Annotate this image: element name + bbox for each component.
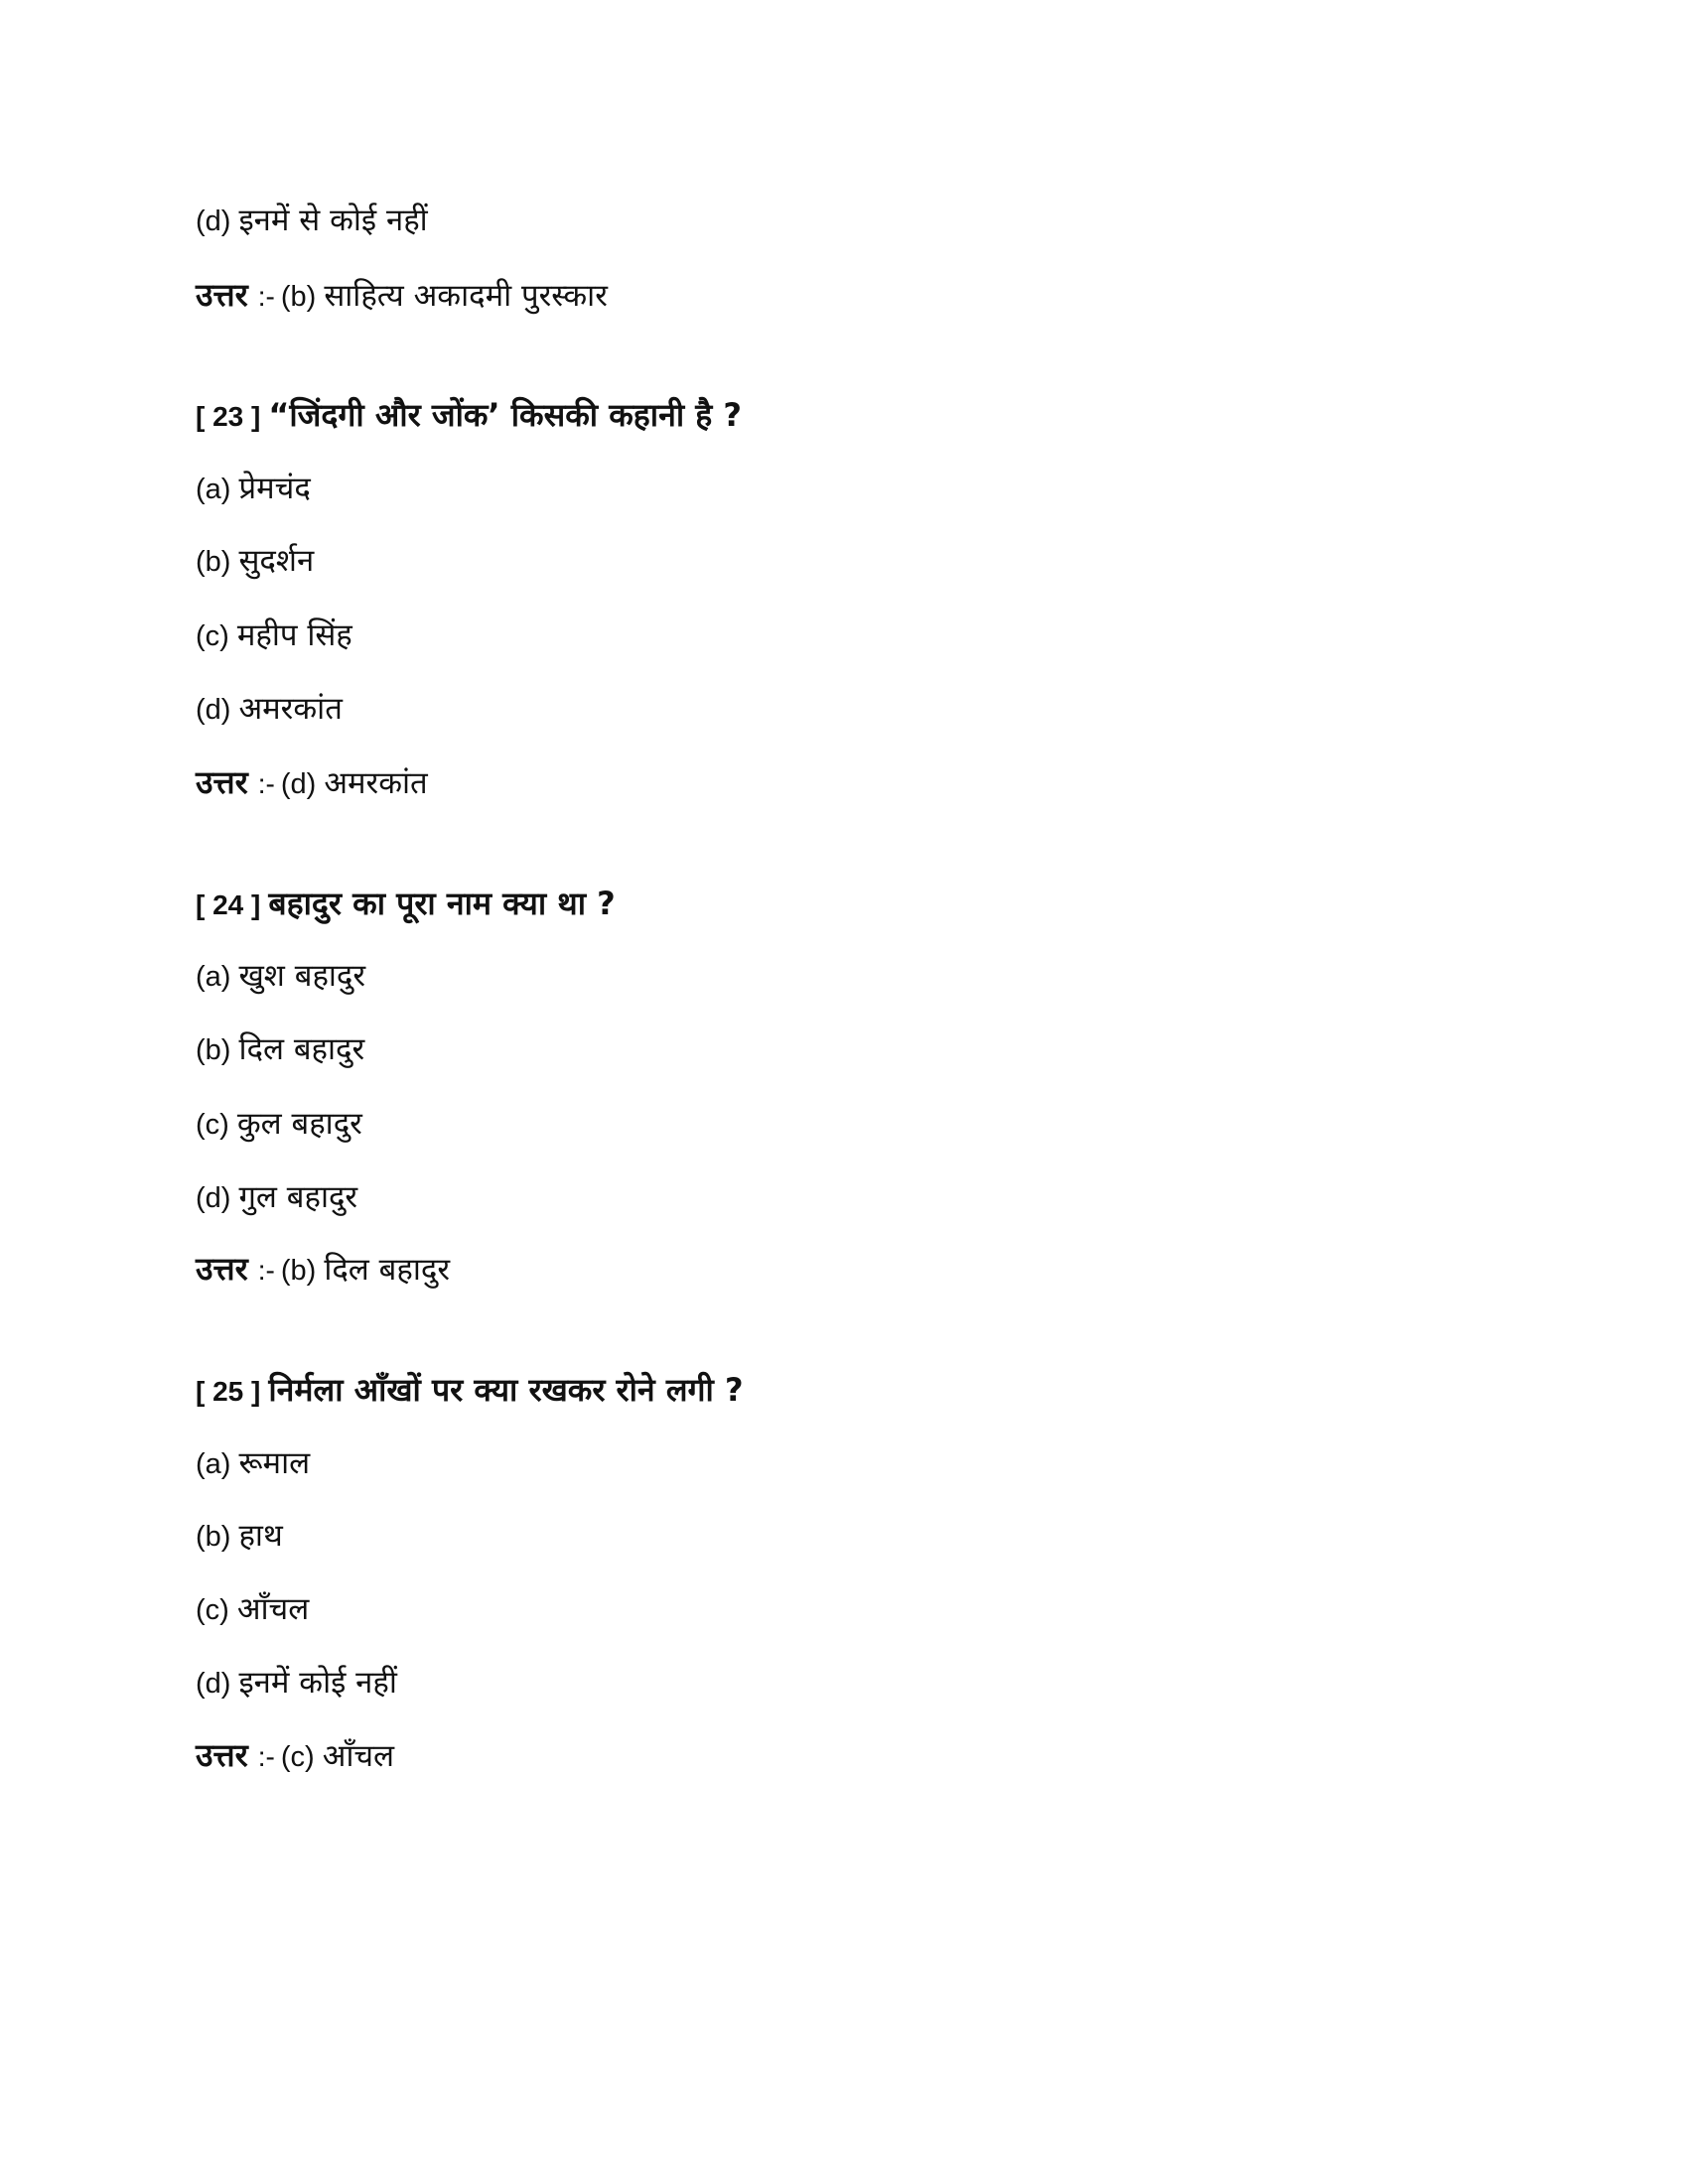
question-24-answer (196, 1249, 450, 1291)
option-letter: (b) (196, 546, 231, 578)
question-23-option-b (196, 541, 314, 582)
option-text: महीप सिंह (236, 617, 352, 653)
answer-label: उत्तर (196, 763, 248, 801)
answer-separator: :- (257, 768, 275, 799)
option-letter: (a) (196, 474, 231, 505)
question-25-answer (196, 1735, 394, 1777)
answer-letter: (b) (280, 281, 317, 313)
answer-label: उत्तर (196, 1250, 248, 1288)
question-23-option-a (196, 469, 311, 509)
option-letter: (b) (196, 1034, 231, 1066)
question-number: [ 24 ] (196, 889, 261, 920)
question-24-option-a (196, 956, 365, 997)
question-23-answer (196, 762, 428, 804)
question-24-option-d (196, 1177, 357, 1218)
option-letter: (d) (196, 1668, 231, 1700)
question-24-option-c (196, 1104, 362, 1145)
option-text: दिल बहादुर (238, 1031, 365, 1067)
option-letter: (c) (196, 620, 229, 652)
question-25-option-b (196, 1516, 283, 1557)
prev-answer (196, 275, 608, 317)
question-text: “जिंदगी और जोंक’ किसकी कहानी है ? (268, 396, 742, 434)
answer-separator: :- (257, 281, 275, 312)
option-text: कुल बहादुर (236, 1106, 362, 1142)
answer-label: उत्तर (196, 1736, 248, 1774)
question-23-option-c (196, 615, 352, 656)
question-text: निर्मला आँखों पर क्या रखकर रोने लगी ? (268, 1371, 744, 1409)
answer-text: दिल बहादुर (324, 1252, 451, 1288)
option-text: रूमाल (238, 1445, 311, 1481)
question-25-option-a (196, 1443, 310, 1484)
option-letter: (a) (196, 961, 231, 993)
option-text: हाथ (238, 1518, 283, 1554)
question-number: [ 25 ] (196, 1376, 261, 1407)
question-number: [ 23 ] (196, 401, 261, 432)
option-text: सुदर्शन (238, 543, 315, 579)
option-letter: (c) (196, 1109, 229, 1141)
question-text: बहादुर का पूरा नाम क्या था ? (268, 885, 616, 922)
question-25-title (196, 1370, 744, 1412)
option-text: खुश बहादुर (238, 958, 366, 994)
answer-text: साहित्य अकादमी पुरस्कार (324, 278, 608, 314)
question-23-option-d (196, 689, 343, 730)
option-text: अमरकांत (238, 691, 343, 727)
option-text: आँचल (236, 1591, 310, 1627)
answer-label: उत्तर (196, 276, 248, 314)
question-25-option-d (196, 1663, 397, 1704)
option-letter: (b) (196, 1521, 231, 1553)
answer-letter: (b) (280, 1255, 317, 1287)
option-letter: (c) (196, 1594, 229, 1626)
answer-letter: (d) (280, 768, 317, 800)
option-letter: (d) (196, 694, 231, 726)
question-25-option-c (196, 1589, 309, 1630)
option-letter: (a) (196, 1448, 231, 1480)
answer-text: आँचल (322, 1738, 395, 1774)
answer-separator: :- (257, 1255, 275, 1286)
question-23-title (196, 395, 742, 437)
option-text: इनमें कोई नहीं (238, 1665, 397, 1701)
answer-separator: :- (257, 1741, 275, 1772)
prev-option-d (196, 201, 428, 241)
option-text: गुल बहादुर (238, 1179, 358, 1215)
option-text: प्रेमचंद (238, 471, 311, 506)
answer-text: अमरकांत (324, 765, 428, 801)
question-24-title (196, 884, 616, 925)
option-text: इनमें से कोई नहीं (238, 203, 428, 238)
option-letter: (d) (196, 1182, 231, 1214)
answer-letter: (c) (280, 1741, 315, 1773)
option-letter: (d) (196, 205, 231, 237)
question-24-option-b (196, 1029, 364, 1070)
